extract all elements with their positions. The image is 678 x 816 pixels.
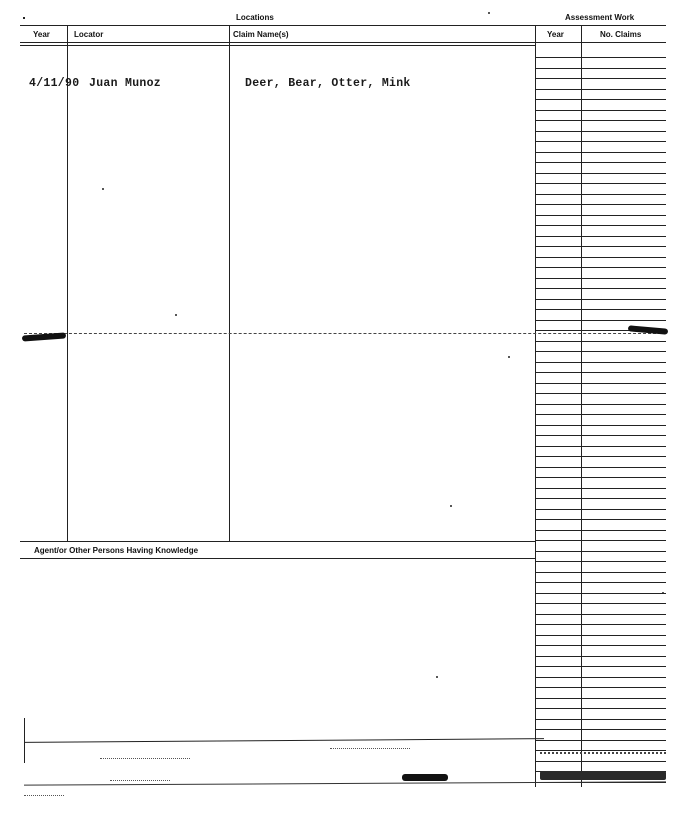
assessment-row-line — [535, 225, 666, 226]
assessment-row-line — [535, 162, 666, 163]
divider-locator-claims — [229, 25, 230, 541]
bottom-right-smudge — [540, 771, 666, 780]
assessment-row-line — [535, 99, 666, 100]
assessment-row-line — [535, 194, 666, 195]
assessment-row-line — [535, 666, 666, 667]
assessment-row-line — [535, 677, 666, 678]
assessment-row-line — [535, 183, 666, 184]
assessment-row-line — [535, 509, 666, 510]
assessment-row-line — [535, 89, 666, 90]
lower-rule — [24, 781, 666, 785]
assessment-row-line — [535, 267, 666, 268]
assessment-row-line — [535, 708, 666, 709]
agent-top-rule — [20, 541, 536, 542]
fold-line — [24, 333, 666, 334]
speck — [662, 592, 664, 594]
assessment-row-line — [535, 236, 666, 237]
assessment-row-line — [535, 383, 666, 384]
assessment-row-line — [535, 498, 666, 499]
agent-label: Agent/or Other Persons Having Knowledge — [34, 546, 199, 555]
assessment-row-line — [535, 614, 666, 615]
assessment-row-line — [535, 152, 666, 153]
scan-noise-1 — [330, 748, 410, 749]
assessment-row-line — [535, 750, 666, 751]
assessment-row-line — [535, 488, 666, 489]
assessment-row-line — [535, 572, 666, 573]
speck — [508, 356, 510, 358]
speck — [175, 314, 177, 316]
assessment-row-line — [535, 477, 666, 478]
assessment-row-line — [535, 320, 666, 321]
assessment-row-line — [535, 551, 666, 552]
divider-year-locator — [67, 25, 68, 541]
divider-assess-year-no-claims — [581, 25, 582, 787]
assessment-row-line — [535, 698, 666, 699]
assessment-row-line — [535, 435, 666, 436]
year-column-header: Year — [33, 30, 50, 39]
speck — [488, 12, 490, 14]
assessment-row-line — [535, 215, 666, 216]
assessment-row-line — [535, 351, 666, 352]
header-rule-left — [20, 45, 536, 46]
bottom-left-tick — [24, 718, 25, 763]
assessment-row-line — [535, 645, 666, 646]
no-claims-column-header: No. Claims — [600, 30, 642, 39]
entry-claim-names: Deer, Bear, Otter, Mink — [245, 77, 411, 90]
assessment-row-line — [535, 425, 666, 426]
assessment-row-line — [535, 414, 666, 415]
assessment-row-line — [535, 110, 666, 111]
speck — [102, 188, 104, 190]
assessment-row-line — [535, 288, 666, 289]
assessment-row-line — [535, 257, 666, 258]
assessment-year-column-header: Year — [547, 30, 564, 39]
assessment-row-line — [535, 593, 666, 594]
assessment-row-line — [535, 68, 666, 69]
scan-noise-5 — [110, 780, 170, 781]
assessment-row-line — [535, 299, 666, 300]
bottom-smudge — [402, 774, 448, 781]
agent-bottom-rule — [20, 558, 536, 559]
assessment-row-line — [535, 530, 666, 531]
scan-noise-2 — [100, 758, 190, 759]
scan-noise-3 — [540, 752, 666, 754]
assessment-row-line — [535, 173, 666, 174]
assessment-row-line — [535, 141, 666, 142]
assessment-row-line — [535, 341, 666, 342]
assessment-row-line — [535, 204, 666, 205]
assessment-row-line — [535, 603, 666, 604]
entry-locator: Juan Munoz — [89, 77, 162, 90]
bottom-rule — [24, 738, 544, 743]
assessment-row-line — [535, 719, 666, 720]
assessment-row-line — [535, 404, 666, 405]
assessment-row-line — [535, 78, 666, 79]
assessment-row-line — [535, 635, 666, 636]
assessment-row-line — [535, 362, 666, 363]
assessment-row-line — [535, 582, 666, 583]
assessment-row-line — [535, 393, 666, 394]
corner-dot — [23, 17, 25, 19]
assessment-work-title: Assessment Work — [565, 13, 635, 22]
assessment-row-line — [535, 372, 666, 373]
assessment-row-line — [535, 309, 666, 310]
assessment-row-line — [535, 729, 666, 730]
speck — [450, 505, 452, 507]
assessment-row-line — [535, 456, 666, 457]
assessment-row-line — [535, 467, 666, 468]
locator-column-header: Locator — [74, 30, 104, 39]
top-rule — [20, 25, 666, 26]
assessment-row-line — [535, 246, 666, 247]
scan-noise-4 — [24, 795, 64, 796]
assessment-row-line — [535, 278, 666, 279]
assessment-row-line — [535, 57, 666, 58]
assessment-row-line — [535, 687, 666, 688]
entry-date: 4/11/90 — [29, 77, 80, 90]
header-rule — [20, 42, 666, 43]
assessment-row-line — [535, 656, 666, 657]
assessment-row-line — [535, 540, 666, 541]
locations-title: Locations — [236, 13, 274, 22]
assessment-row-line — [535, 561, 666, 562]
assessment-row-line — [535, 131, 666, 132]
divider-claims-assessment — [535, 25, 536, 787]
assessment-row-line — [535, 761, 666, 762]
assessment-row-line — [535, 519, 666, 520]
assessment-row-line — [535, 740, 666, 741]
assessment-row-line — [535, 446, 666, 447]
assessment-row-line — [535, 624, 666, 625]
assessment-row-line — [535, 120, 666, 121]
speck — [436, 676, 438, 678]
claim-names-column-header: Claim Name(s) — [233, 30, 289, 39]
